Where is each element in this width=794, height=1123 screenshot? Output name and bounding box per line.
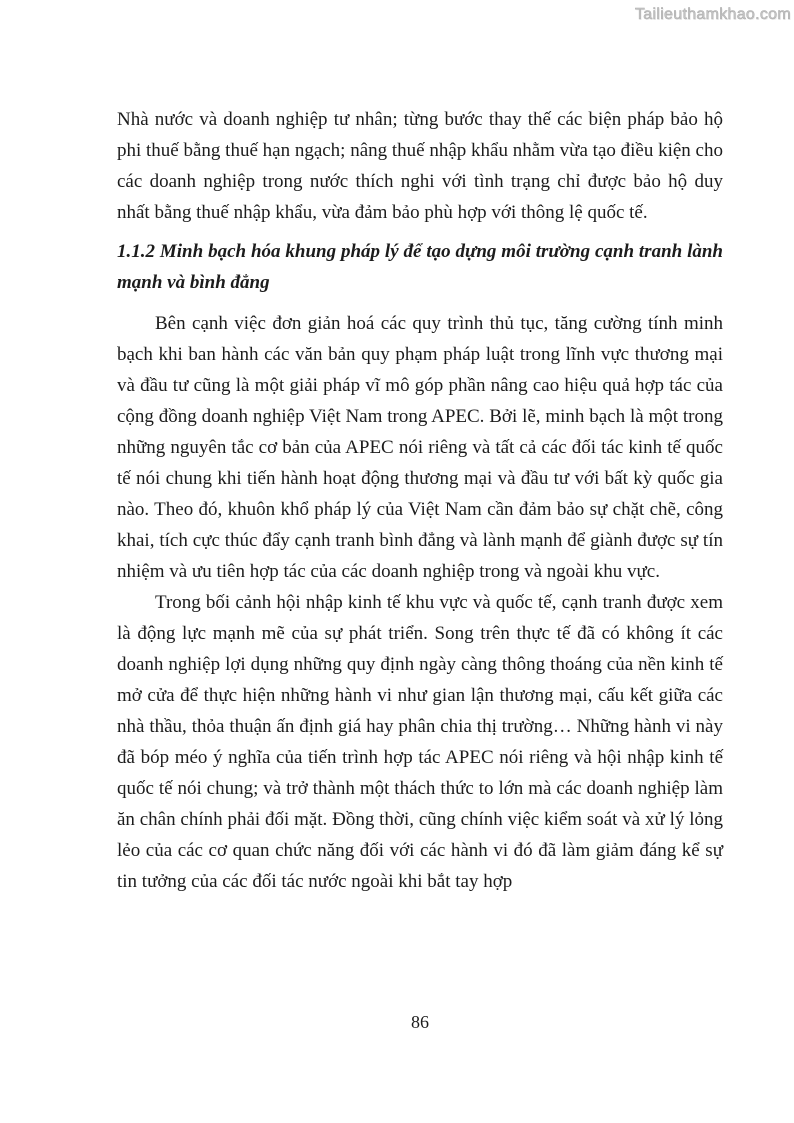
paragraph: Bên cạnh việc đơn giản hoá các quy trình thủ tục, tăng cường tính minh bạch khi ban hành các văn bản quy phạm pháp luật trong lĩnh vực thương mại và đầu tư cũng là một giải pháp vĩ mô góp phần nâng cao hiệu quả hợp tác của cộng đồng doanh nghiệp Việt Nam trong APEC. Bởi lẽ, minh bạch là một trong những nguyên tắc cơ bản của APEC nói riêng và tất cả các đối tác kinh tế quốc tế nói chung khi tiến hành hoạt động thương mại và đầu tư với bất kỳ quốc gia nào. Theo đó, khuôn khổ pháp lý của Việt Nam cần đảm bảo sự chặt chẽ, công khai, tích cực thúc đẩy cạnh tranh bình đẳng và lành mạnh để giành được sự tín nhiệm và ưu tiên hợp tác của các doanh nghiệp trong và ngoài khu vực. <box>117 313 723 582</box>
document-body <box>117 104 723 897</box>
section-heading-1-1-2: 1.1.2 Minh bạch hóa khung pháp lý để tạo dựng môi trường cạnh tranh lành mạnh và bình đẳng <box>117 241 723 293</box>
page-number: 86 <box>411 1012 429 1032</box>
paragraph-continuation: Nhà nước và doanh nghiệp tư nhân; từng bước thay thế các biện pháp bảo hộ phi thuế bằng thuế hạn ngạch; nâng thuế nhập khẩu nhằm vừa tạo điều kiện cho các doanh nghiệp trong nước thích nghi với tình trạng chỉ được bảo hộ duy nhất bằng thuế nhập khẩu, vừa đảm bảo phù hợp với thông lệ quốc tế. <box>117 109 723 223</box>
paragraph: Trong bối cảnh hội nhập kinh tế khu vực và quốc tế, cạnh tranh được xem là động lực mạnh mẽ của sự phát triển. Song trên thực tế đã có không ít các doanh nghiệp lợi dụng những quy định ngày càng thông thoáng của nền kinh tế mở cửa để thực hiện những hành vi như gian lận thương mại, cấu kết giữa các nhà thầu, thỏa thuận ấn định giá hay phân chia thị trường… Những hành vi này đã bóp méo ý nghĩa của tiến trình hợp tác APEC nói riêng và hội nhập kinh tế quốc tế nói chung; và trở thành một thách thức to lớn mà các doanh nghiệp làm ăn chân chính phải đối mặt. Đồng thời, cũng chính việc kiểm soát và xử lý lỏng lẻo của các cơ quan chức năng đối với các hành vi đó đã làm giảm đáng kể sự tin tưởng của các đối tác nước ngoài khi bắt tay hợp <box>117 592 723 892</box>
watermark: Tailieuthamkhao.com <box>635 6 791 23</box>
